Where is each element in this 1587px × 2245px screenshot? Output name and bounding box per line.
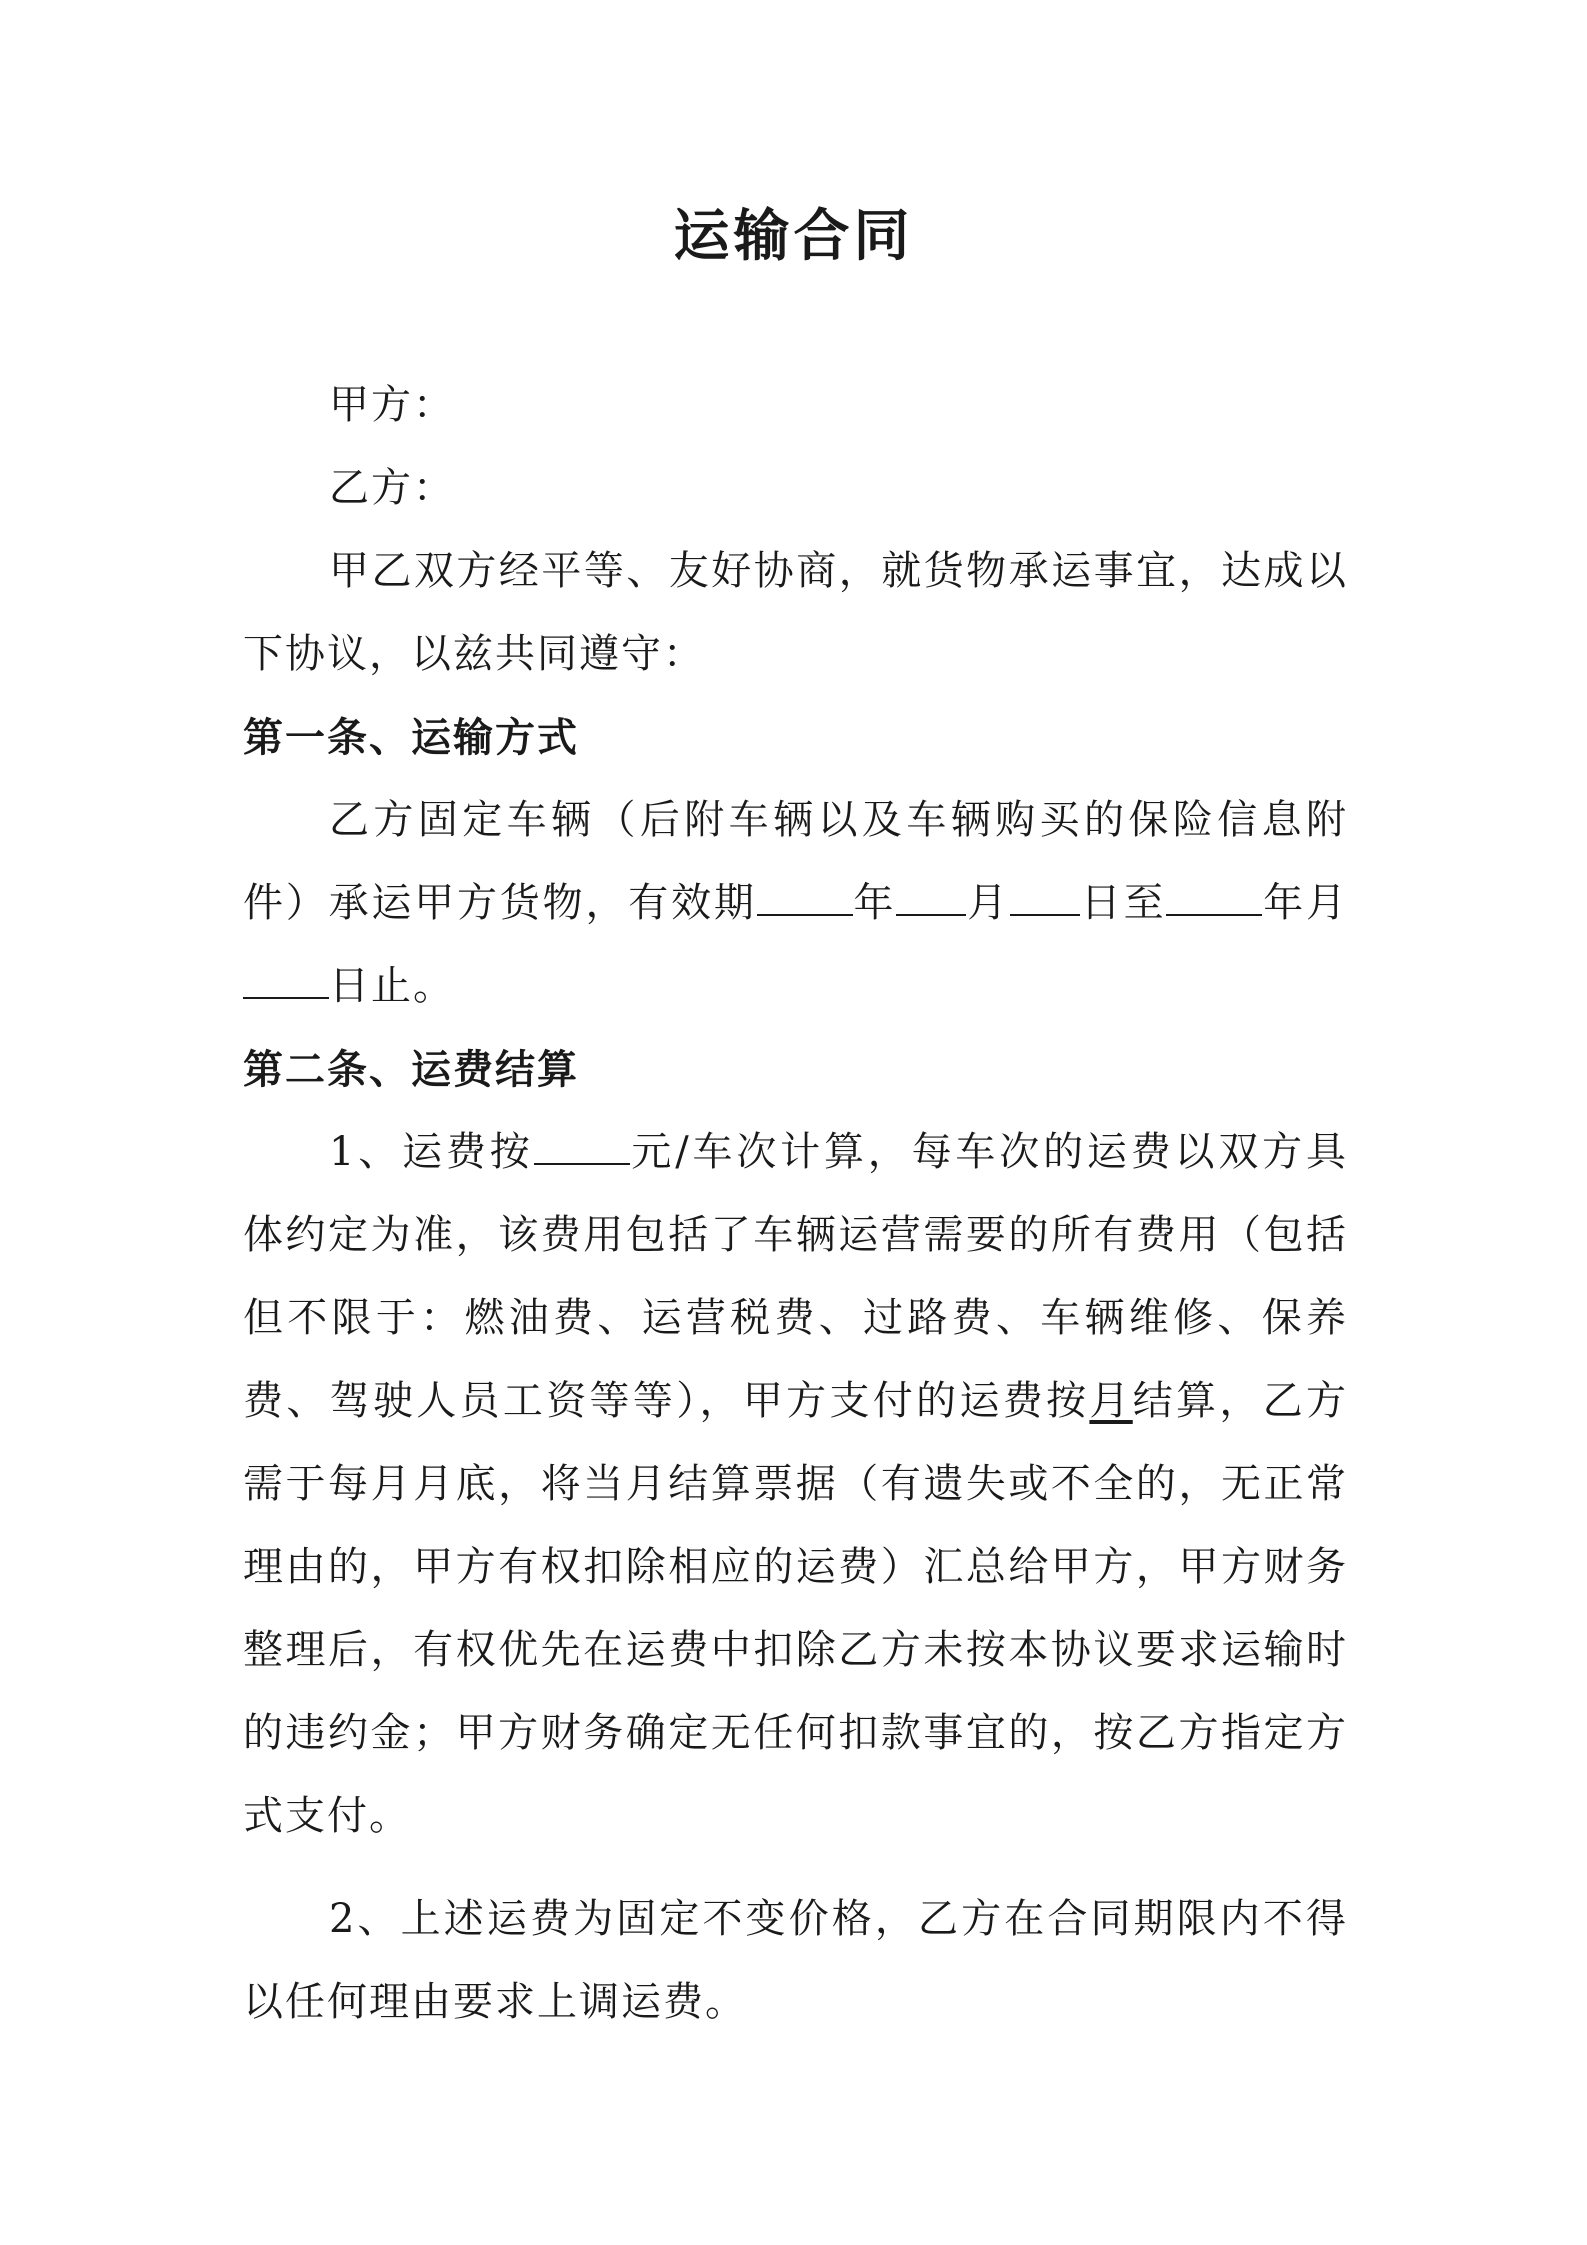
blank-end-day[interactable] [243,963,329,999]
label-day-to: 日至 [1079,880,1167,926]
label-month: 月 [966,880,1010,926]
article-2-heading: 第二条、运费结算 [243,1046,579,1093]
blank-fee-amount[interactable] [534,1129,630,1165]
settlement-period: 月 [1089,1378,1133,1424]
article-1-text: 乙方固定车辆（后附车辆以及车辆购买的保险信息附件）承运甲方货物，有效期 [243,797,1348,926]
blank-start-year[interactable] [757,880,853,916]
blank-start-day[interactable] [1010,880,1080,916]
contract-body [243,364,1348,2044]
article-2-text-b: 元/车次计算，每车次的运费以双方具体约定为准，该费用包括了车辆运营需要的所有费用（包括但不限于：燃油费、运营税费、过路费、车辆维修、保养费、驾驶人员工资等等），甲方支付的运费按 [243,1129,1348,1424]
article-2-paragraph-1 [243,1111,1348,1858]
article-2-paragraph-2: 2、上述运费为固定不变价格，乙方在合同期限内不得以任何理由要求上调运费。 [243,1896,1348,2025]
intro-paragraph: 甲乙双方经平等、友好协商，就货物承运事宜，达成以下协议，以兹共同遵守： [243,548,1348,677]
label-end: 日止。 [329,963,455,1009]
party-b-line: 乙方： [329,465,455,511]
party-a-line: 甲方： [329,382,455,428]
article-2-text-a: 1、运费按 [329,1129,534,1175]
article-1-paragraph [243,779,1348,1028]
page-title: 运输合同 [673,203,914,269]
label-year-2: 年 [1262,880,1307,926]
paragraph-gap [243,1858,1348,1878]
blank-start-month[interactable] [896,880,966,916]
label-year: 年 [852,880,897,926]
label-month-2: 月 [1306,880,1349,926]
blank-end-year[interactable] [1166,880,1262,916]
article-1-heading: 第一条、运输方式 [243,714,579,761]
article-2-text-c: 结算，乙方需于每月月底，将当月结算票据（有遗失或不全的，无正常理由的，甲方有权扣除相应的运费）汇总给甲方，甲方财务整理后，有权优先在运费中扣除乙方未按本协议要求运输时的违约金；甲方财务确定无任何扣款事宜的，按乙方指定方式支付。 [243,1378,1349,1839]
